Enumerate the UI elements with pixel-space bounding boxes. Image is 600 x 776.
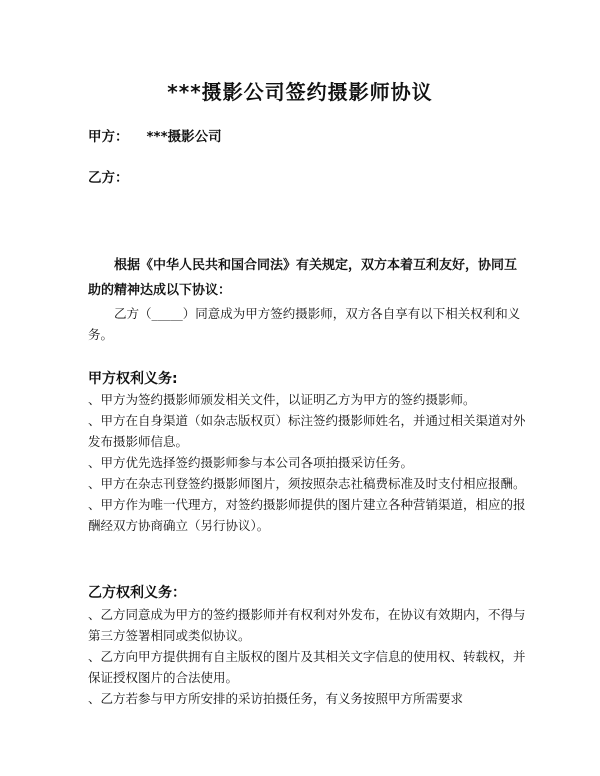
intro-paragraph: 根据《中华人民共和国合同法》有关规定，双方本着互利友好，协同互助的精神达成以下协议： — [88, 258, 518, 298]
section-a-title: 甲方权利义务: — [88, 371, 178, 387]
section-a-list — [88, 389, 534, 536]
document-title: ***摄影公司签约摄影师协议 — [167, 80, 433, 104]
list-item: 、甲方为签约摄影师颁发相关文件，以证明乙方为甲方的签约摄影师。 — [88, 392, 476, 407]
list-item: 、甲方在杂志刊登签约摄影师图片，须按照杂志社稿费标准及时支付相应报酬。 — [88, 476, 526, 491]
list-item: 、甲方在自身渠道（如杂志版权页）标注签约摄影师姓名，并通过相关渠道对外发布摄影师信息。 — [88, 413, 526, 449]
list-item: 、甲方优先选择签约摄影师参与本公司各项拍摄采访任务。 — [88, 455, 414, 470]
party-b-line — [88, 166, 129, 186]
party-a-value: ***摄影公司 — [146, 129, 222, 145]
party-a-line — [88, 125, 222, 145]
party-b-label: 乙方： — [88, 170, 129, 186]
list-item: 、乙方若参与甲方所安排的采访拍摄任务，有义务按照甲方所需要求 — [88, 691, 464, 706]
section-b-title: 乙方权利义务： — [88, 585, 186, 601]
list-item: 、甲方作为唯一代理方，对签约摄影师提供的图片建立各种营销渠道，相应的报酬经双方协商确立（另行协议）。 — [88, 497, 526, 533]
agreement-paragraph: 乙方（_____）同意成为甲方签约摄影师，双方各自享有以下相关权利和义务。 — [88, 305, 521, 342]
list-item: 、乙方向甲方提供拥有自主版权的图片及其相关文字信息的使用权、转载权，并保证授权图片的合法使用。 — [88, 649, 526, 685]
party-a-label: 甲方： — [88, 129, 129, 145]
list-item: 、乙方同意成为甲方的签约摄影师并有权利对外发布，在协议有效期内，不得与第三方签署相同或类似协议。 — [88, 607, 526, 643]
section-b-list — [88, 604, 534, 709]
